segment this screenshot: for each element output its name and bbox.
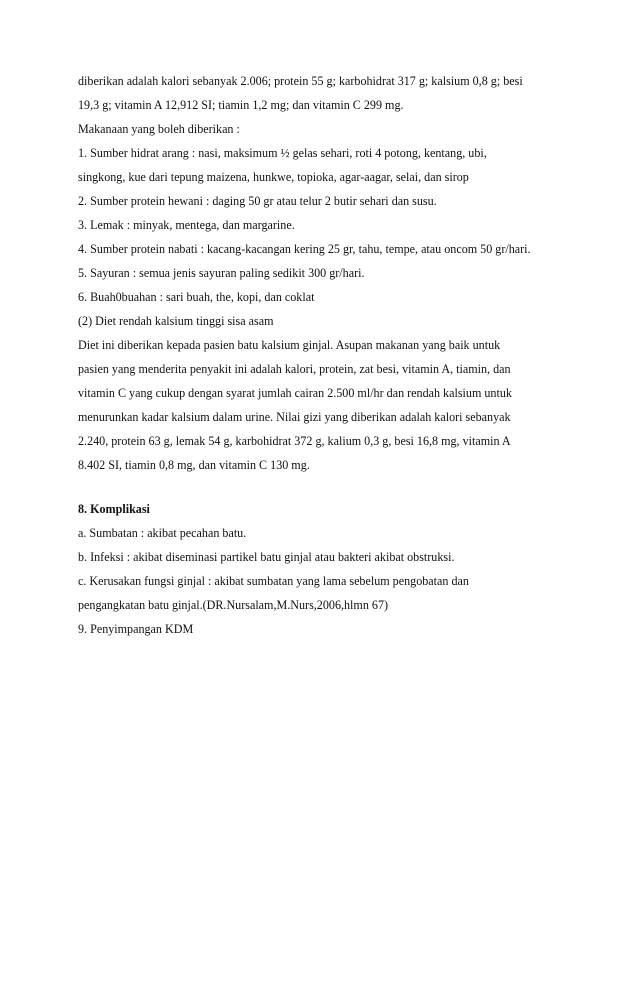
list-item: 2. Sumber protein hewani : daging 50 gr atau telur 2 butir sehari dan susu. bbox=[78, 194, 437, 208]
list-item: c. Kerusakan fungsi ginjal : akibat sumbatan yang lama sebelum pengobatan dan bbox=[78, 574, 469, 588]
paragraph-line: 19,3 g; vitamin A 12,912 SI; tiamin 1,2 mg; dan vitamin C 299 mg. bbox=[78, 98, 404, 112]
list-item: 4. Sumber protein nabati : kacang-kacangan kering 25 gr, tahu, tempe, atau oncom 50 gr/hari. bbox=[78, 242, 531, 256]
list-heading: Makanaan yang boleh diberikan : bbox=[78, 122, 240, 136]
diet-heading: (2) Diet rendah kalsium tinggi sisa asam bbox=[78, 314, 274, 328]
section-heading: 9. Penyimpangan KDM bbox=[78, 622, 194, 636]
list-item: b. Infeksi : akibat diseminasi partikel batu ginjal atau bakteri akibat obstruksi. bbox=[78, 550, 455, 564]
list-item: 6. Buah0buahan : sari buah, the, kopi, dan coklat bbox=[78, 290, 315, 304]
list-item: 1. Sumber hidrat arang : nasi, maksimum ½ gelas sehari, roti 4 potong, kentang, ubi, bbox=[78, 146, 487, 160]
list-item: pengangkatan batu ginjal.(DR.Nursalam,M.Nurs,2006,hlmn 67) bbox=[78, 598, 389, 612]
paragraph-line: menurunkan kadar kalsium dalam urine. Nilai gizi yang diberikan adalah kalori sebanyak bbox=[78, 410, 511, 424]
paragraph-line: pasien yang menderita penyakit ini adalah kalori, protein, zat besi, vitamin A, tiamin, dan bbox=[78, 362, 511, 376]
paragraph-line: Diet ini diberikan kepada pasien batu kalsium ginjal. Asupan makanan yang baik untuk bbox=[78, 338, 501, 352]
paragraph-line: vitamin C yang cukup dengan syarat jumlah cairan 2.500 ml/hr dan rendah kalsium untuk bbox=[78, 386, 512, 400]
paragraph-line: 8.402 SI, tiamin 0,8 mg, dan vitamin C 130 mg. bbox=[78, 458, 310, 472]
list-item: 3. Lemak : minyak, mentega, dan margarine. bbox=[78, 218, 295, 232]
section-heading: 8. Komplikasi bbox=[78, 502, 150, 516]
paragraph-line: 2.240, protein 63 g, lemak 54 g, karbohidrat 372 g, kalium 0,3 g, besi 16,8 mg, vitamin A bbox=[78, 434, 511, 448]
list-item: singkong, kue dari tepung maizena, hunkwe, topioka, agar-aagar, selai, dan sirop bbox=[78, 170, 469, 184]
list-item: 5. Sayuran : semua jenis sayuran paling sedikit 300 gr/hari. bbox=[78, 266, 365, 280]
list-item: a. Sumbatan : akibat pecahan batu. bbox=[78, 526, 247, 540]
paragraph-line: diberikan adalah kalori sebanyak 2.006; protein 55 g; karbohidrat 317 g; kalsium 0,8 g; besi bbox=[78, 74, 523, 88]
